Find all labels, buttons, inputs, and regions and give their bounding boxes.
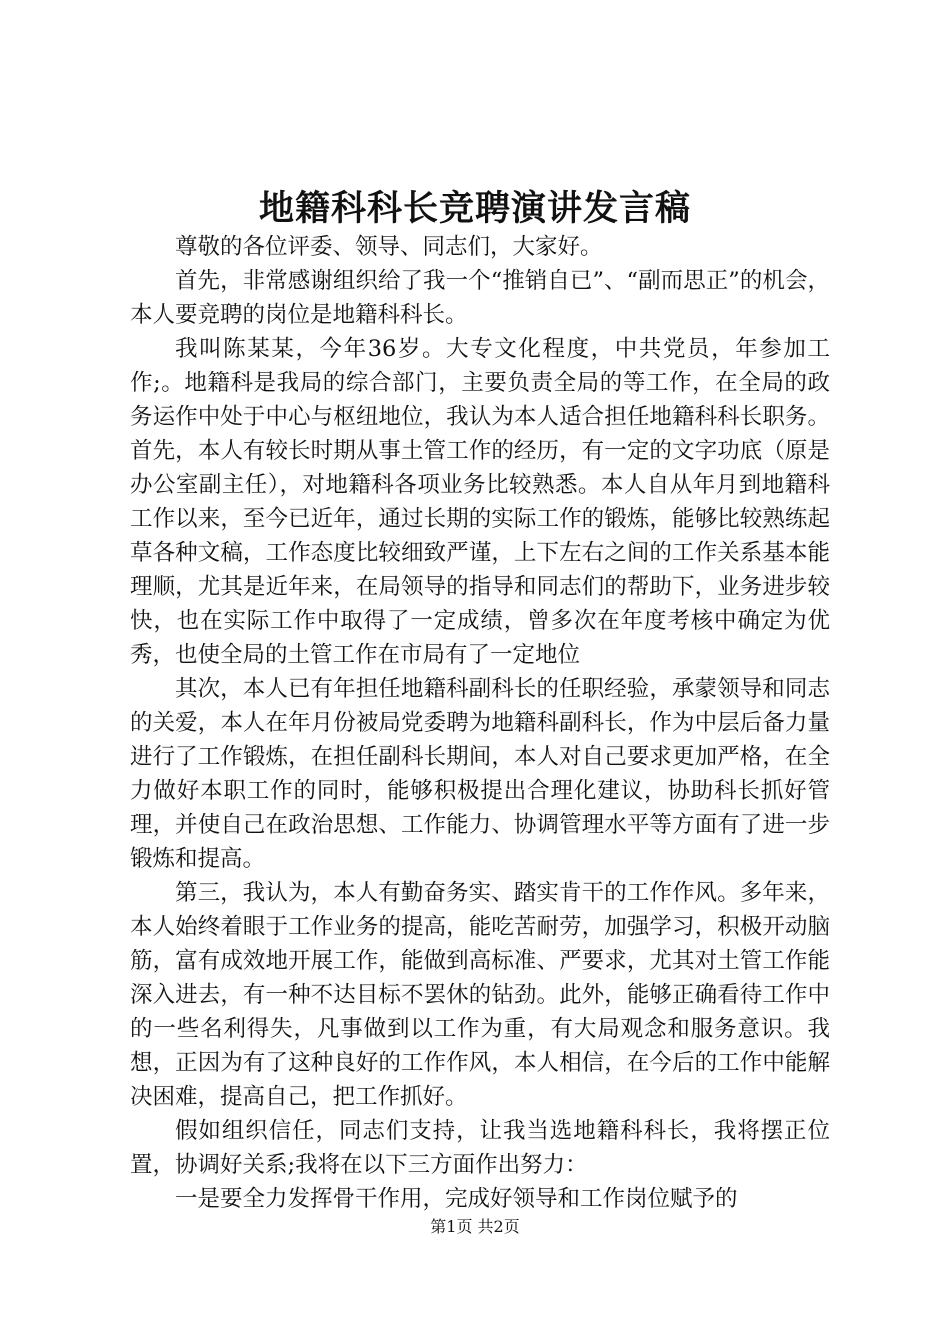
paragraph-greeting: 尊敬的各位评委、领导、同志们，大家好。 xyxy=(175,234,603,260)
paragraph-commitment: 假如组织信任，同志们支持，让我当选地籍科科长，我将摆正位置，协调好关系;我将在以下三方面作出努力： xyxy=(130,1118,830,1178)
paragraph-self-introduction: 我叫陈某某，今年36岁。大专文化程度，中共党员，年参加工作;。地籍科是我局的综合部门，主要负责全局的等工作，在全局的政务运作中处于中心与枢纽地位，我认为本人适合担任地籍科科长职务。首先，本人有较长时期从事土管工作的经历，有一定的文字功底（原是办公室副主任），对地籍科各项业务比较熟悉。本人自从年月到地籍科工作以来，至今已近年，通过长期的实际工作的锻炼，能够比较熟练起草各种文稿，工作态度比较细致严谨，上下左右之间的工作关系基本能理顺，尤其是近年来，在局领导的指导和同志们的帮助下，业务进步较快，也在实际工作中取得了一定成绩，曾多次在年度考核中确定为优秀，也使全局的土管工作在市局有了一定地位 xyxy=(130,336,830,668)
page-number-footer: 第1页 共2页 xyxy=(430,1217,520,1236)
paragraph-second-point: 其次，本人已有年担任地籍科副科长的任职经验，承蒙领导和同志的关爱，本人在年月份被局党委聘为地籍科副科长，作为中层后备力量进行了工作锻炼，在担任副科长期间，本人对自己要求更加严格，在全力做好本职工作的同时，能够积极提出合理化建议，协助科长抓好管理，并使自己在政治思想、工作能力、协调管理水平等方面有了进一步锻炼和提高。 xyxy=(130,676,830,872)
paragraph-third-point: 第三，我认为，本人有勤奋务实、踏实肯干的工作作风。多年来，本人始终着眼于工作业务的提高，能吃苦耐劳，加强学习，积极开动脑筋，富有成效地开展工作，能做到高标准、严要求，尤其对土管工作能深入进去，有一种不达目标不罢休的钻劲。此外，能够正确看待工作中的一些名利得失，凡事做到以工作为重，有大局观念和服务意识。我想，正因为有了这种良好的工作作风，本人相信，在今后的工作中能解决困难，提高自己，把工作抓好。 xyxy=(130,880,830,1110)
document-title: 地籍科科长竞聘演讲发言稿 xyxy=(258,188,691,229)
paragraph-first-goal: 一是要全力发挥骨干作用，完成好领导和工作岗位赋予的 xyxy=(175,1186,738,1212)
document-body xyxy=(130,230,830,1216)
paragraph-intro: 首先，非常感谢组织给了我一个“推销自已”、“副而思正”的机会，本人要竞聘的岗位是地籍科科长。 xyxy=(130,268,830,328)
